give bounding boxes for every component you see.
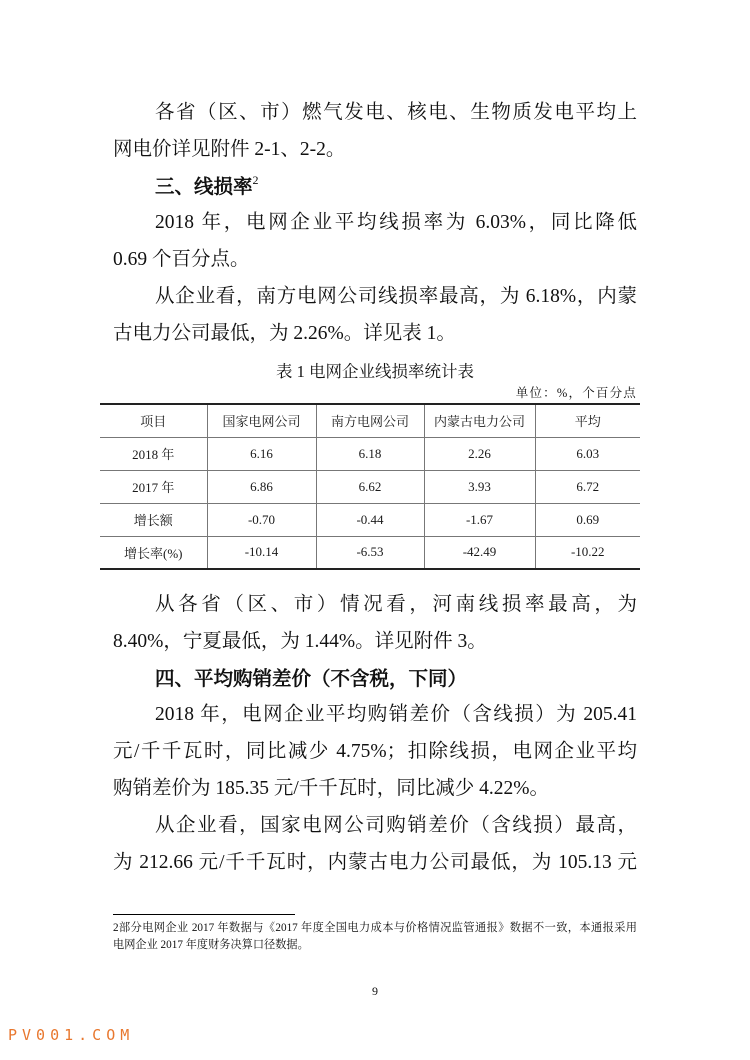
paragraph [113,95,637,169]
table-cell: 6.86 [207,470,316,503]
text-line: 古电力公司最低，为 2.26%。详见表 1。 [113,322,456,344]
table-cell: 2.26 [424,437,535,470]
table-row [100,470,640,503]
table-cell: -0.44 [316,503,424,536]
text-line: 0.69 个百分点。 [113,249,250,271]
footnote-marker: 2 [113,922,119,934]
text-line: 元/千千瓦时，同比减少 4.75%；扣除线损，电网企业平均 [113,741,637,763]
table-cell: 3.93 [424,470,535,503]
text-line: 8.40%，宁夏最低，为 1.44%。详见附件 3。 [113,630,487,652]
table-row-label: 增长额 [100,503,207,536]
line-loss-table [100,403,640,570]
table-header-cell: 南方电网公司 [316,404,424,437]
table-header-cell: 平均 [535,404,640,437]
footnote-line: 电网企业 2017 年度财务决算口径数据。 [113,939,309,951]
table-cell: 6.62 [316,470,424,503]
watermark: PV001.COM [8,1026,135,1044]
text-line: 2018 年，电网企业平均购销差价（含线损）为 205.41 [155,704,637,726]
paragraph [113,808,637,882]
table-cell: -0.70 [207,503,316,536]
table-row-label: 增长率(%) [100,536,207,569]
table-header-row [100,404,640,437]
table-cell: -10.14 [207,536,316,569]
table-cell: 6.16 [207,437,316,470]
table-header-cell: 内蒙古电力公司 [424,404,535,437]
table-row [100,503,640,536]
paragraph [113,205,637,279]
body-text-lower [113,587,637,881]
text-line: 为 212.66 元/千千瓦时，内蒙古电力公司最低，为 105.13 元 [113,851,637,873]
table-row-label: 2018 年 [100,437,207,470]
text-line: 各省（区、市）燃气发电、核电、生物质发电平均上 [155,102,637,123]
text-line: 从企业看，国家电网公司购销差价（含线损）最高， [155,814,637,836]
paragraph [113,279,637,353]
footnote-line [113,920,637,937]
table-caption: 表 1 电网企业线损率统计表 [276,362,474,381]
table-row [100,437,640,470]
section-heading: 四、平均购销差价（不含税，下同） [155,666,468,690]
text-line: 从各省（区、市）情况看，河南线损率最高，为 [155,594,637,615]
table-cell: -1.67 [424,503,535,536]
text-line: 购销差价为 185.35 元/千千瓦时，同比减少 4.22%。 [113,777,550,799]
table-cell: 0.69 [535,503,640,536]
text-line: 2018 年，电网企业平均线损率为 6.03%，同比降低 [155,212,637,234]
table-cell: -10.22 [535,536,640,569]
footnote [113,920,637,954]
footnote-ref: 2 [252,172,259,187]
text-line: 从企业看，南方电网公司线损率最高，为 6.18%，内蒙 [155,285,637,307]
section-heading [113,169,637,206]
table-unit-note: 单位：%，个百分点 [515,386,637,400]
table-cell: 6.03 [535,437,640,470]
page-number: 9 [372,984,378,998]
table-row [100,536,640,569]
table-cell: 6.72 [535,470,640,503]
body-text-upper [113,95,637,353]
table-header-cell: 项目 [100,404,207,437]
paragraph [113,697,637,807]
table-cell: 6.18 [316,437,424,470]
paragraph [113,587,637,661]
table-cell: -42.49 [424,536,535,569]
footnote-separator [113,914,295,915]
text-line: 网电价详见附件 2-1、2-2。 [113,138,346,160]
section-heading-text: 三、线损率 [155,174,253,198]
table-header-cell: 国家电网公司 [207,404,316,437]
table-cell: -6.53 [316,536,424,569]
table-container [100,403,640,570]
footnote-text: 部分电网企业 2017 年数据与《2017 年度全国电力成本与价格情况监管通报》数据不一致，本通报采用 [118,922,637,934]
table-row-label: 2017 年 [100,470,207,503]
